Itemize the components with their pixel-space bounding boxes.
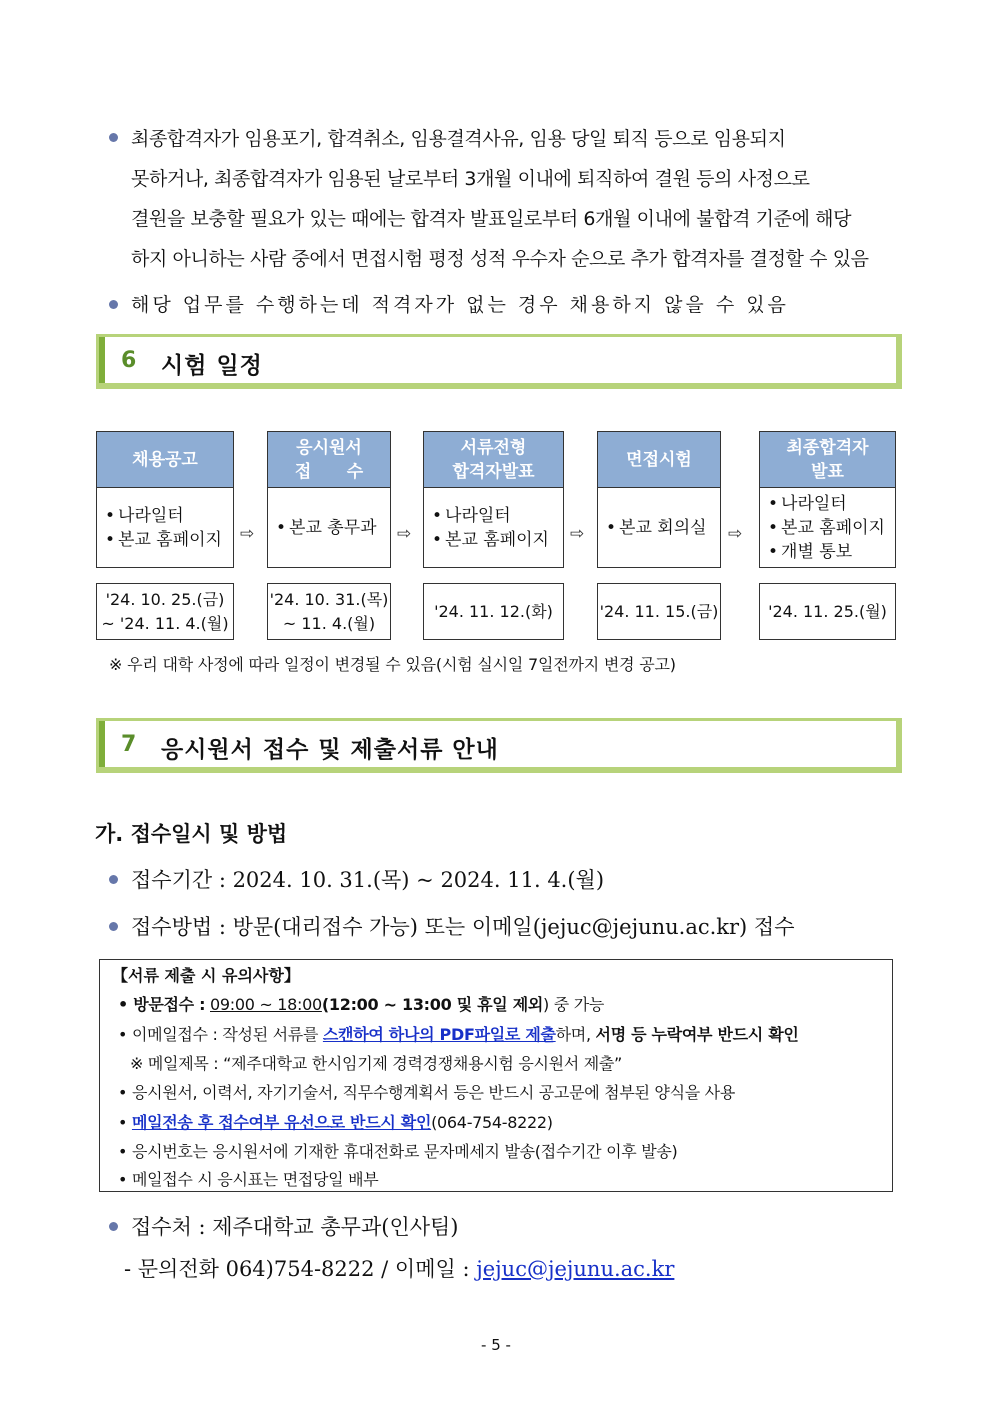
notice-confirm-phone: (064-754-8222) <box>431 1113 553 1132</box>
application-office: 접수처 : 제주대학교 총무과(인사팀) <box>131 1215 459 1239</box>
bullet-dot <box>109 875 118 884</box>
intro-line-1: 최종합격자가 임용포기, 합격취소, 임용결격사유, 임용 당일 퇴직 등으로 임용되지 <box>131 128 786 150</box>
notice-visit-time: 09:00 ~ 18:00 <box>210 995 322 1014</box>
step-head-text: 서류전형 <box>460 437 527 458</box>
notice-email <box>118 1022 799 1045</box>
arrow-right-icon: ⇨ <box>240 524 255 544</box>
date-text: '24. 11. 12.(화) <box>434 601 553 621</box>
arrow-right-icon: ⇨ <box>728 524 743 544</box>
step-body-final-result <box>759 488 896 568</box>
notice-title: 【서류 제출 시 유의사항】 <box>112 966 300 985</box>
section-title: 응시원서 접수 및 제출서류 안내 <box>161 737 499 763</box>
date-text: '24. 10. 25.(금) <box>105 589 225 609</box>
notice-email-bold: 서명 등 누락여부 반드시 확인 <box>595 1025 799 1044</box>
date-text: ~ '24. 11. 4.(월) <box>101 613 229 633</box>
date-box-interview <box>597 583 721 640</box>
section-accent <box>99 721 105 767</box>
notice-confirm <box>118 1110 553 1133</box>
submission-notice-box <box>99 959 893 1192</box>
section-title: 시험 일정 <box>161 353 263 379</box>
notice-email-mid: 하며, <box>555 1025 591 1044</box>
step-body-interview <box>597 488 721 568</box>
notice-ticket-text: • 메일접수 시 응시표는 면접당일 배부 <box>118 1170 378 1189</box>
notice-visit-label: • 방문접수 : <box>118 995 205 1014</box>
page-number: - 5 - <box>481 1336 511 1354</box>
bullet-dot <box>109 300 118 309</box>
date-text: '24. 10. 31.(목) <box>269 589 389 609</box>
section-number: 6 <box>121 348 137 373</box>
notice-exam-number-text: • 응시번호는 응시원서에 기재한 휴대전화로 문자메세지 발송(접수기간 이후 발송) <box>118 1142 677 1161</box>
notice-confirm-bullet <box>118 1113 132 1132</box>
intro-bullet-2: 해당 업무를 수행하는데 적격자가 없는 경우 채용하지 않을 수 있음 <box>131 294 789 316</box>
step-head-text: 접 수 <box>294 461 364 482</box>
notice-visit <box>118 992 604 1015</box>
application-method: 접수방법 : 방문(대리접수 가능) 또는 이메일(jejuc@jejunu.ac.kr) 접수 <box>131 915 795 939</box>
notice-forms-text: • 응시원서, 이력서, 자기기술서, 직무수행계획서 등은 반드시 공고문에 첨부된 양식을 사용 <box>118 1083 735 1102</box>
date-text: ~ 11. 4.(월) <box>282 613 376 633</box>
section-number: 7 <box>121 732 137 757</box>
intro-line-2: 못하거나, 최종합격자가 임용된 날로부터 3개월 이내에 퇴직하여 결원 등의 사정으로 <box>131 168 810 190</box>
bullet-dot <box>109 133 118 142</box>
step-head-notice <box>96 431 234 488</box>
step-head-document-result <box>423 431 564 488</box>
application-period: 접수기간 : 2024. 10. 31.(목) ~ 2024. 11. 4.(월) <box>131 868 605 892</box>
list-item: • 본교 회의실 <box>606 516 720 540</box>
notice-forms <box>118 1080 735 1103</box>
contact-line <box>124 1253 674 1283</box>
section-accent <box>99 337 105 383</box>
arrow-right-icon: ⇨ <box>570 524 585 544</box>
schedule-note: ※ 우리 대학 사정에 따라 일정이 변경될 수 있음(시험 실시일 7일전까지 변경 공고) <box>109 655 676 674</box>
notice-email-label: • 이메일접수 : 작성된 서류를 <box>118 1025 318 1044</box>
step-head-text: 발표 <box>811 461 844 482</box>
step-body-document-result <box>423 488 564 568</box>
date-text: '24. 11. 25.(월) <box>768 601 887 621</box>
notice-ticket <box>118 1167 378 1190</box>
section-6-header <box>96 334 902 389</box>
step-head-application <box>267 431 391 488</box>
step-head-text: 합격자발표 <box>452 461 535 482</box>
date-box-document-result <box>423 583 564 640</box>
contact-email-link[interactable]: jejuc@jejunu.ac.kr <box>476 1257 675 1281</box>
step-head-text: 채용공고 <box>132 449 198 470</box>
bullet-dot <box>109 922 118 931</box>
bullet-dot <box>109 1222 118 1231</box>
subsection-title: 가. 접수일시 및 방법 <box>95 822 288 846</box>
notice-exam-number <box>118 1139 677 1162</box>
list-item: • 나라일터 <box>105 504 233 528</box>
contact-prefix: - 문의전화 064)754-8222 / 이메일 : <box>124 1257 470 1281</box>
list-item: • 나라일터 <box>432 504 563 528</box>
step-body-notice <box>96 488 234 568</box>
step-head-interview <box>597 431 721 488</box>
list-item: • 본교 홈페이지 <box>768 516 895 540</box>
step-head-text: 면접시험 <box>626 449 692 470</box>
notice-confirm-highlight: 메일전송 후 접수여부 유선으로 반드시 확인 <box>131 1113 432 1132</box>
step-head-text: 응시원서 <box>296 437 362 458</box>
date-box-notice <box>96 583 234 640</box>
date-box-final-result <box>759 583 896 640</box>
notice-mail-subject: ※ 메일제목 : “제주대학교 한시임기제 경력경쟁채용시험 응시원서 제출” <box>130 1054 623 1073</box>
list-item: • 본교 홈페이지 <box>105 528 233 552</box>
notice-email-highlight: 스캔하여 하나의 PDF파일로 제출 <box>322 1025 556 1044</box>
list-item: • 본교 홈페이지 <box>432 528 563 552</box>
step-body-application <box>267 488 391 568</box>
intro-line-3: 결원을 보충할 필요가 있는 때에는 합격자 발표일로부터 6개월 이내에 불합격 기준에 해당 <box>131 208 852 230</box>
date-text: '24. 11. 15.(금) <box>599 601 719 621</box>
arrow-right-icon: ⇨ <box>397 524 412 544</box>
notice-visit-tail: ) 중 가능 <box>543 995 605 1014</box>
section-7-header <box>96 718 902 773</box>
notice-visit-exclusion: (12:00 ~ 13:00 및 휴일 제외 <box>321 995 544 1014</box>
date-box-application <box>267 583 391 640</box>
list-item: • 개별 통보 <box>768 540 895 564</box>
intro-line-4: 하지 아니하는 사람 중에서 면접시험 평정 성적 우수자 순으로 추가 합격자를 결정할 수 있음 <box>131 248 869 270</box>
step-head-final-result <box>759 431 896 488</box>
list-item: • 나라일터 <box>768 492 895 516</box>
step-head-text: 최종합격자 <box>786 437 869 458</box>
list-item: • 본교 총무과 <box>276 516 390 540</box>
